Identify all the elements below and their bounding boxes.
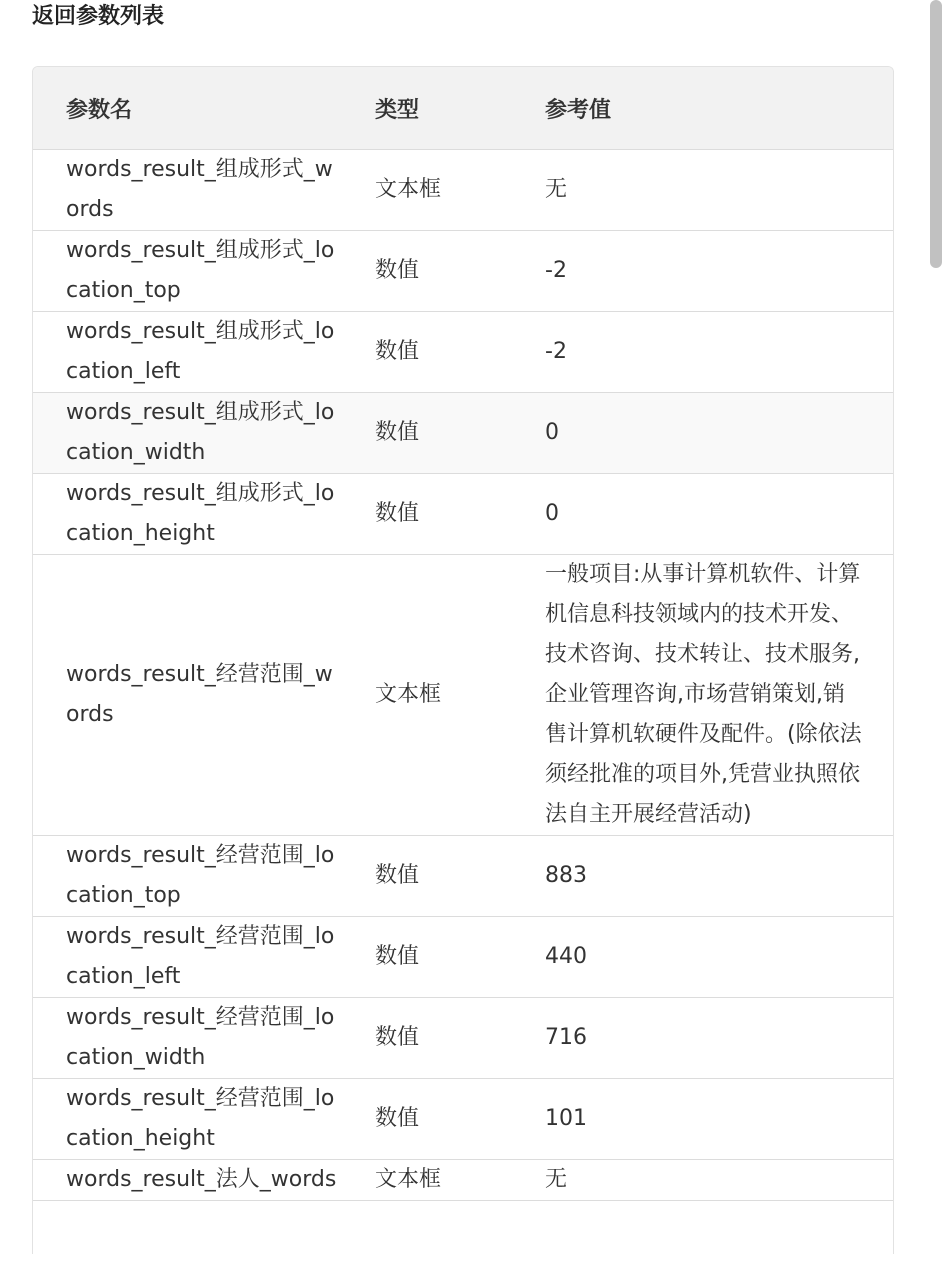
table-row xyxy=(33,312,893,393)
table-row xyxy=(33,1160,893,1201)
cell-type: 数值 xyxy=(343,312,513,393)
cell-reference-value: 无 xyxy=(513,150,893,231)
cell-type: 数值 xyxy=(343,917,513,998)
table-row xyxy=(33,231,893,312)
cell-reference-value: 一般项目:从事计算机软件、计算机信息科技领域内的技术开发、技术咨询、技术转让、技术服务,企业管理咨询,市场营销策划,销售计算机软硬件及配件。(除依法须经批准的项目外,凭营业执照依法自主开展经营活动) xyxy=(513,555,893,836)
cell-param-name: words_result_组成形式_location_height xyxy=(33,474,343,555)
table-row xyxy=(33,393,893,474)
table-row xyxy=(33,555,893,836)
cell-reference-value: 0 xyxy=(513,474,893,555)
cell-reference-value: -2 xyxy=(513,231,893,312)
header-param-name: 参数名 xyxy=(33,67,343,150)
cell-param-name: words_result_组成形式_location_top xyxy=(33,231,343,312)
table-header-row xyxy=(33,67,893,150)
scrollbar-thumb[interactable] xyxy=(930,0,942,268)
cell-reference-value: 716 xyxy=(513,998,893,1079)
table-row xyxy=(33,474,893,555)
cell-type: 文本框 xyxy=(343,555,513,836)
params-table xyxy=(33,67,893,1201)
cell-param-name: words_result_经营范围_location_top xyxy=(33,836,343,917)
cell-reference-value: 440 xyxy=(513,917,893,998)
cell-param-name: words_result_组成形式_words xyxy=(33,150,343,231)
cell-type: 数值 xyxy=(343,998,513,1079)
cell-reference-value: -2 xyxy=(513,312,893,393)
cell-param-name: words_result_经营范围_location_left xyxy=(33,917,343,998)
params-table-container xyxy=(32,66,894,1254)
cell-type: 数值 xyxy=(343,1079,513,1160)
table-row xyxy=(33,150,893,231)
cell-type: 数值 xyxy=(343,231,513,312)
cell-param-name: words_result_经营范围_location_height xyxy=(33,1079,343,1160)
cell-type: 数值 xyxy=(343,474,513,555)
cell-reference-value: 无 xyxy=(513,1160,893,1201)
table-row xyxy=(33,998,893,1079)
cell-reference-value: 101 xyxy=(513,1079,893,1160)
cell-param-name: words_result_法人_words xyxy=(33,1160,343,1201)
cell-type: 数值 xyxy=(343,393,513,474)
header-reference-value: 参考值 xyxy=(513,67,893,150)
cell-param-name: words_result_组成形式_location_left xyxy=(33,312,343,393)
cell-param-name: words_result_经营范围_location_width xyxy=(33,998,343,1079)
table-row xyxy=(33,917,893,998)
cell-type: 文本框 xyxy=(343,150,513,231)
cell-param-name: words_result_组成形式_location_width xyxy=(33,393,343,474)
cell-reference-value: 883 xyxy=(513,836,893,917)
cell-type: 数值 xyxy=(343,836,513,917)
section-title: 返回参数列表 xyxy=(32,4,165,29)
cell-reference-value: 0 xyxy=(513,393,893,474)
table-row xyxy=(33,1079,893,1160)
header-type: 类型 xyxy=(343,67,513,150)
cell-type: 文本框 xyxy=(343,1160,513,1201)
cell-param-name: words_result_经营范围_words xyxy=(33,555,343,836)
table-row xyxy=(33,836,893,917)
